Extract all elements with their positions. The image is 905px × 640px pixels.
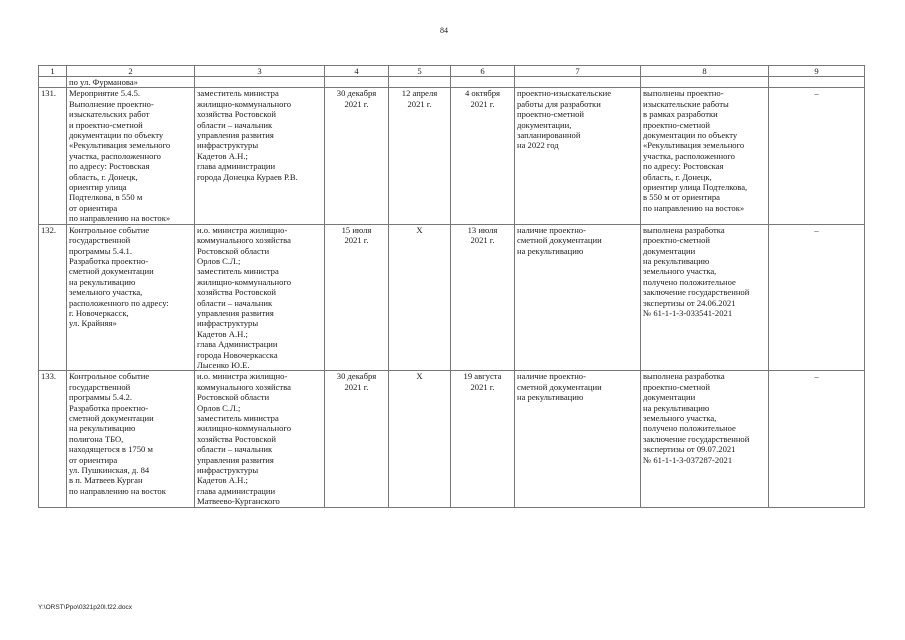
row-number: [39, 77, 67, 88]
start-date: Х: [389, 371, 451, 507]
start-date: [389, 77, 451, 88]
column-header: 2: [67, 66, 195, 77]
plan-date: 30 декабря 2021 г.: [325, 371, 389, 507]
expected-result: [515, 77, 641, 88]
start-date: 12 апреля 2021 г.: [389, 88, 451, 224]
actual-result: [641, 77, 769, 88]
event-name: Мероприятие 5.4.5. Выполнение проектно- изыскательских работ и проектно-сметной документации по объекту «Рекультивация земельного участка, расположенного по адресу: Ростовская область, г. Донецк, ориентир улица Подтелкова, в 550 м от ориентира по направлению на восток»: [67, 88, 195, 224]
expected-result: проектно-изыскательские работы для разработки проектно-сметной документации, запланированной на 2022 год: [515, 88, 641, 224]
table-row: [39, 371, 865, 507]
responsible: заместитель министра жилищно-коммунального хозяйства Ростовской области – начальник управления развития инфраструктуры Кадетов А.Н.; глава администрации города Донецка Кураев Р.В.: [195, 88, 325, 224]
event-name: Контрольное событие государственной программы 5.4.2. Разработка проектно- сметной документации на рекультивацию полигона ТБО, находящегося в 1750 м от ориентира ул. Пушкинская, д. 84 в п. Матвеев Курган по направлению на восток: [67, 371, 195, 507]
column-header: 3: [195, 66, 325, 77]
actual-date: 19 августа 2021 г.: [451, 371, 515, 507]
event-name: Контрольное событие государственной программы 5.4.1. Разработка проектно- сметной документации на рекультивацию земельного участка, расположенного по адресу: г. Новочеркасск, ул. Крайняя»: [67, 224, 195, 371]
column-header: 5: [389, 66, 451, 77]
row-number: 131.: [39, 88, 67, 224]
table-row: [39, 224, 865, 371]
report-table: [38, 65, 865, 508]
expected-result: наличие проектно- сметной документации на рекультивацию: [515, 371, 641, 507]
table-row: [39, 88, 865, 224]
event-name: по ул. Фурманова»: [67, 77, 195, 88]
row-number: 133.: [39, 371, 67, 507]
plan-date: 30 декабря 2021 г.: [325, 88, 389, 224]
column-header: 7: [515, 66, 641, 77]
table-row-continuation: [39, 77, 865, 88]
row-number: 132.: [39, 224, 67, 371]
plan-date: 15 июля 2021 г.: [325, 224, 389, 371]
notes: –: [769, 88, 865, 224]
actual-date: 13 июля 2021 г.: [451, 224, 515, 371]
actual-result: выполнены проектно- изыскательские работы в рамках разработки проектно-сметной документации по объекту «Рекультивация земельного участка, расположенного по адресу: Ростовская область, г. Донецк, ориентир улица Подтелкова, в 550 м от ориентира по направлению на восток»: [641, 88, 769, 224]
responsible: и.о. министра жилищно- коммунального хозяйства Ростовской области Орлов С.Л.; заместитель министра жилищно-коммунального хозяйства Ростовской области – начальник управления развития инфраструктуры Кадетов А.Н.; глава администрации Матвеево-Курганского: [195, 371, 325, 507]
responsible: и.о. министра жилищно- коммунального хозяйства Ростовской области Орлов С.Л.; заместитель министра жилищно-коммунального хозяйства Ростовской области – начальник управления развития инфраструктуры Кадетов А.Н.; глава Администрации города Новочеркасска Лысенко Ю.Е.: [195, 224, 325, 371]
actual-date: 4 октября 2021 г.: [451, 88, 515, 224]
file-path: Y:\ORST\Ppo\0321p20l.f22.docx: [38, 604, 132, 611]
actual-result: выполнена разработка проектно-сметной документации на рекультивацию земельного участка, получено положительное заключение государственной экспертизы от 09.07.2021 № 61-1-1-3-037287-2021: [641, 371, 769, 507]
actual-date: [451, 77, 515, 88]
column-header: 9: [769, 66, 865, 77]
expected-result: наличие проектно- сметной документации на рекультивацию: [515, 224, 641, 371]
actual-result: выполнена разработка проектно-сметной документации на рекультивацию земельного участка, получено положительное заключение государственной экспертизы от 24.06.2021 № 61-1-1-3-033541-2021: [641, 224, 769, 371]
notes: [769, 77, 865, 88]
column-header: 1: [39, 66, 67, 77]
column-header: 8: [641, 66, 769, 77]
page-number: 84: [440, 26, 448, 35]
notes: –: [769, 224, 865, 371]
responsible: [195, 77, 325, 88]
column-header: 6: [451, 66, 515, 77]
column-number-row: [39, 66, 865, 77]
column-header: 4: [325, 66, 389, 77]
notes: –: [769, 371, 865, 507]
start-date: Х: [389, 224, 451, 371]
plan-date: [325, 77, 389, 88]
